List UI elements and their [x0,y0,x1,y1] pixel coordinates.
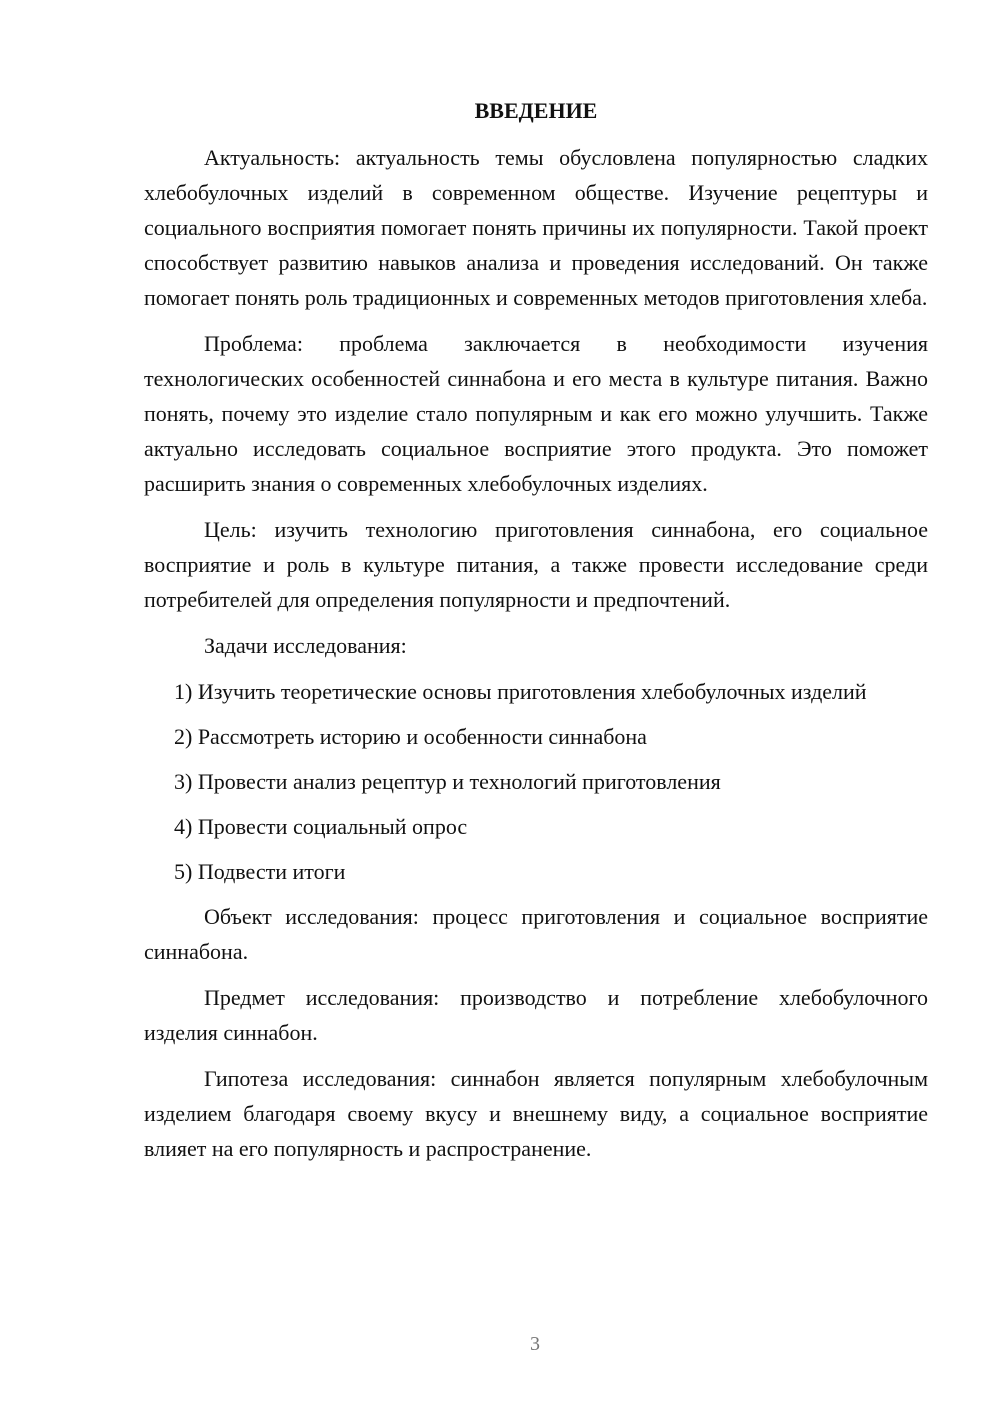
page-number: 3 [530,1333,540,1355]
relevance-paragraph: Актуальность: актуальность темы обусловлена популярностью сладких хлебобулочных изделий в современном обществе. Изучение рецептуры и социального восприятия помогает понять причины их популярности. Такой проект способствует развитию навыков анализа и проведения исследований. Он также помогает понять роль традиционных и современных методов приготовления хлеба. [144,145,928,310]
goal-paragraph: Цель: изучить технологию приготовления синнабона, его социальное восприятие и роль в культуре питания, а также провести исследование среди потребителей для определения популярности и предпочтений. [144,517,928,612]
tasks-heading: Задачи исследования: [204,633,407,658]
task-item: 4) Провести социальный опрос [174,814,468,839]
tasks-list [144,674,928,889]
hypothesis-paragraph: Гипотеза исследования: синнабон является популярным хлебобулочным изделием благодаря своему вкусу и внешнему виду, а социальное восприятие влияет на его популярность и распространение. [144,1066,928,1161]
task-item: 5) Подвести итоги [174,859,346,884]
task-item: 1) Изучить теоретические основы приготовления хлебобулочных изделий [174,679,867,704]
document-body [144,96,928,1177]
section-title: ВВЕДЕНИЕ [474,98,598,123]
object-paragraph: Объект исследования: процесс приготовления и социальное восприятие синнабона. [144,904,928,964]
task-item: 3) Провести анализ рецептур и технологий приготовления [174,769,721,794]
subject-paragraph: Предмет исследования: производство и потребление хлебобулочного изделия синнабон. [144,985,928,1045]
task-item: 2) Рассмотреть историю и особенности синнабона [174,724,647,749]
problem-paragraph: Проблема: проблема заключается в необходимости изучения технологических особенностей синнабона и его места в культуре питания. Важно понять, почему это изделие стало популярным и как его можно улучшить. Также актуально исследовать социальное восприятие этого продукта. Это поможет расширить знания о современных хлебобулочных изделиях. [144,331,928,496]
